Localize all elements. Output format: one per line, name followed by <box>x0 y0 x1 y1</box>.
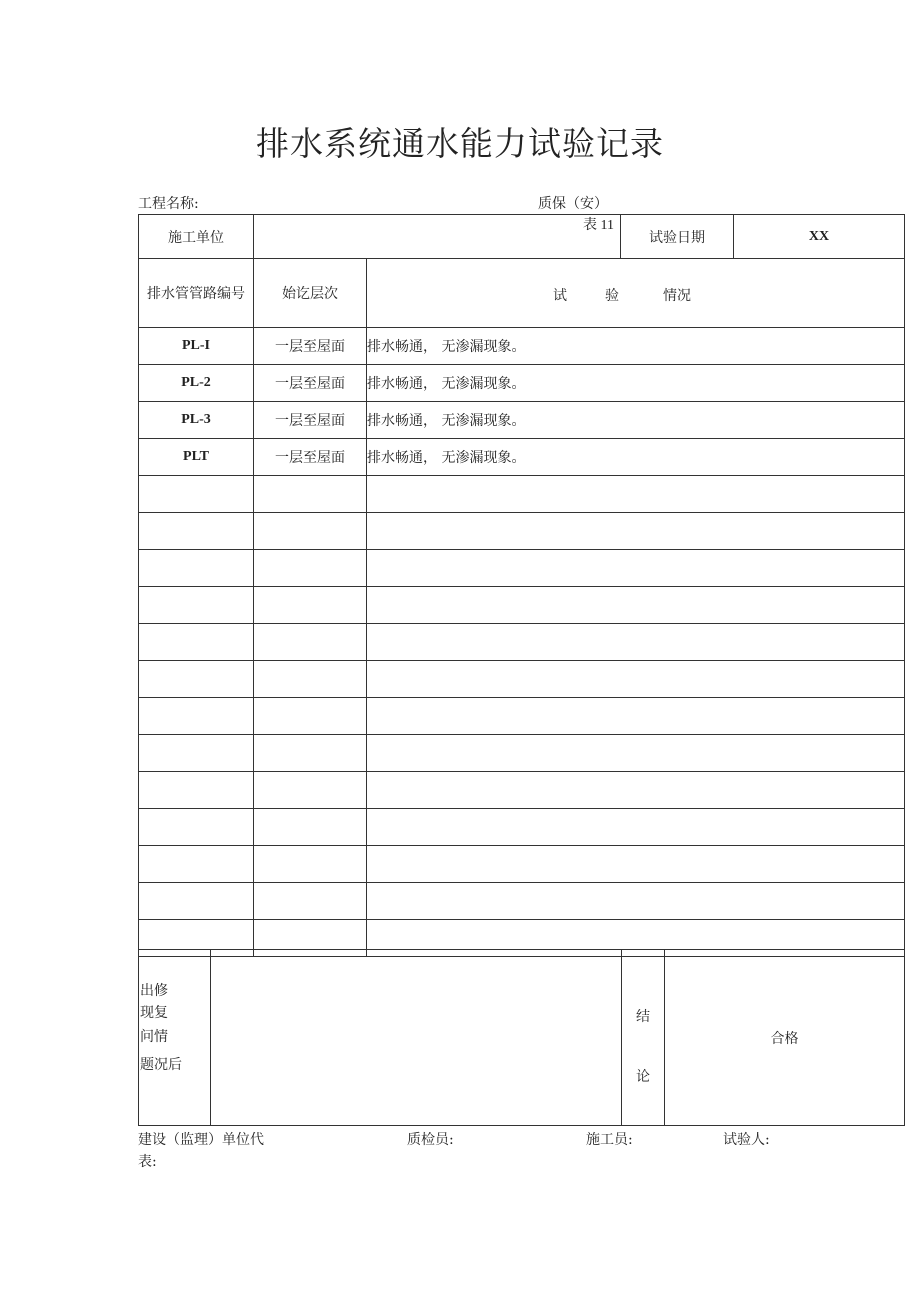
test-result-header <box>367 259 905 328</box>
issues-content-cell[interactable] <box>211 950 622 1126</box>
pipe-number-cell[interactable] <box>139 587 254 624</box>
conclusion-table <box>138 949 905 1126</box>
pipe-number-cell[interactable] <box>139 735 254 772</box>
pipe-number-cell[interactable]: PL-3 <box>139 402 254 439</box>
table-row-empty <box>139 624 905 661</box>
result-cell[interactable] <box>367 587 905 624</box>
pipe-number-cell[interactable] <box>139 846 254 883</box>
result-cell[interactable]: 排水畅通， 无渗漏现象。 <box>367 402 905 439</box>
owner-rep-label-cont: 表: <box>138 1154 157 1170</box>
conclusion-label-cell <box>622 950 665 1126</box>
floors-cell[interactable] <box>254 513 367 550</box>
table-row <box>139 402 905 439</box>
table-row-empty <box>139 772 905 809</box>
issues-label-cell <box>139 950 211 1126</box>
floors-cell[interactable] <box>254 735 367 772</box>
issues-label-line: 题况后 <box>140 1057 182 1073</box>
table-row-empty <box>139 513 905 550</box>
page-title: 排水系统通水能力试验记录 <box>256 124 664 163</box>
floors-cell[interactable] <box>254 809 367 846</box>
pipe-number-cell[interactable] <box>139 550 254 587</box>
floors-cell[interactable]: 一层至屋面 <box>254 328 367 365</box>
test-date-value[interactable]: XX <box>734 215 905 259</box>
conclusion-label-part-1: 结 <box>636 1009 650 1025</box>
table-row-empty <box>139 476 905 513</box>
table-row <box>139 328 905 365</box>
test-header-part-2: 验 <box>605 288 619 304</box>
issues-label-line: 现复 <box>140 1005 168 1021</box>
pipe-number-cell[interactable] <box>139 624 254 661</box>
pipe-number-cell[interactable] <box>139 809 254 846</box>
result-cell[interactable] <box>367 735 905 772</box>
builder-label: 施工员: <box>586 1132 633 1148</box>
table-number: 表 11 <box>583 218 614 233</box>
table-row-empty <box>139 809 905 846</box>
result-cell[interactable]: 排水畅通， 无渗漏现象。 <box>367 365 905 402</box>
construction-unit-value[interactable] <box>254 215 621 259</box>
floors-cell[interactable] <box>254 624 367 661</box>
conclusion-label-part-2: 论 <box>636 1069 650 1085</box>
result-cell[interactable] <box>367 624 905 661</box>
test-date-label: 试验日期 <box>621 215 734 259</box>
conclusion-value[interactable]: 合格 <box>665 950 905 1126</box>
floors-cell[interactable] <box>254 772 367 809</box>
table-row-empty <box>139 846 905 883</box>
result-cell[interactable] <box>367 476 905 513</box>
test-header-part-3: 情况 <box>663 288 691 304</box>
table-row <box>139 365 905 402</box>
issues-label-line: 问情 <box>140 1029 168 1045</box>
table-row-empty <box>139 883 905 920</box>
result-cell[interactable] <box>367 698 905 735</box>
record-table <box>138 214 905 957</box>
table-row-empty <box>139 661 905 698</box>
result-cell[interactable] <box>367 513 905 550</box>
floors-cell[interactable]: 一层至屋面 <box>254 439 367 476</box>
result-cell[interactable] <box>367 772 905 809</box>
result-cell[interactable] <box>367 661 905 698</box>
table-row-empty <box>139 550 905 587</box>
pipe-number-cell[interactable] <box>139 772 254 809</box>
owner-rep-label: 建设（监理）单位代 <box>138 1132 264 1148</box>
form-code-label: 质保（安） <box>538 196 608 212</box>
pipe-number-cell[interactable] <box>139 661 254 698</box>
result-cell[interactable]: 排水畅通， 无渗漏现象。 <box>367 328 905 365</box>
pipe-number-cell[interactable] <box>139 883 254 920</box>
pipe-number-cell[interactable] <box>139 698 254 735</box>
floors-header: 始讫层次 <box>254 259 367 328</box>
pipe-number-header: 排水管管路编号 <box>139 259 254 328</box>
table-row-empty <box>139 735 905 772</box>
pipe-number-cell[interactable] <box>139 476 254 513</box>
result-cell[interactable] <box>367 809 905 846</box>
floors-cell[interactable]: 一层至屋面 <box>254 365 367 402</box>
table-row <box>139 439 905 476</box>
table-row-empty <box>139 698 905 735</box>
issues-label-line: 出修 <box>140 983 168 999</box>
floors-cell[interactable] <box>254 550 367 587</box>
floors-cell[interactable] <box>254 476 367 513</box>
table-row-empty <box>139 587 905 624</box>
pipe-number-cell[interactable]: PLT <box>139 439 254 476</box>
result-cell[interactable]: 排水畅通， 无渗漏现象。 <box>367 439 905 476</box>
result-cell[interactable] <box>367 550 905 587</box>
result-cell[interactable] <box>367 846 905 883</box>
floors-cell[interactable] <box>254 698 367 735</box>
pipe-number-cell[interactable] <box>139 513 254 550</box>
floors-cell[interactable] <box>254 587 367 624</box>
result-cell[interactable] <box>367 883 905 920</box>
pipe-number-cell[interactable]: PL-I <box>139 328 254 365</box>
pipe-number-cell[interactable]: PL-2 <box>139 365 254 402</box>
inspector-label: 质检员: <box>407 1132 454 1148</box>
floors-cell[interactable] <box>254 661 367 698</box>
test-header-part-1: 试 <box>553 288 567 304</box>
floors-cell[interactable]: 一层至屋面 <box>254 402 367 439</box>
floors-cell[interactable] <box>254 883 367 920</box>
construction-unit-label: 施工单位 <box>139 215 254 259</box>
project-name-label: 工程名称: <box>138 196 199 212</box>
floors-cell[interactable] <box>254 846 367 883</box>
tester-label: 试验人: <box>723 1132 770 1148</box>
